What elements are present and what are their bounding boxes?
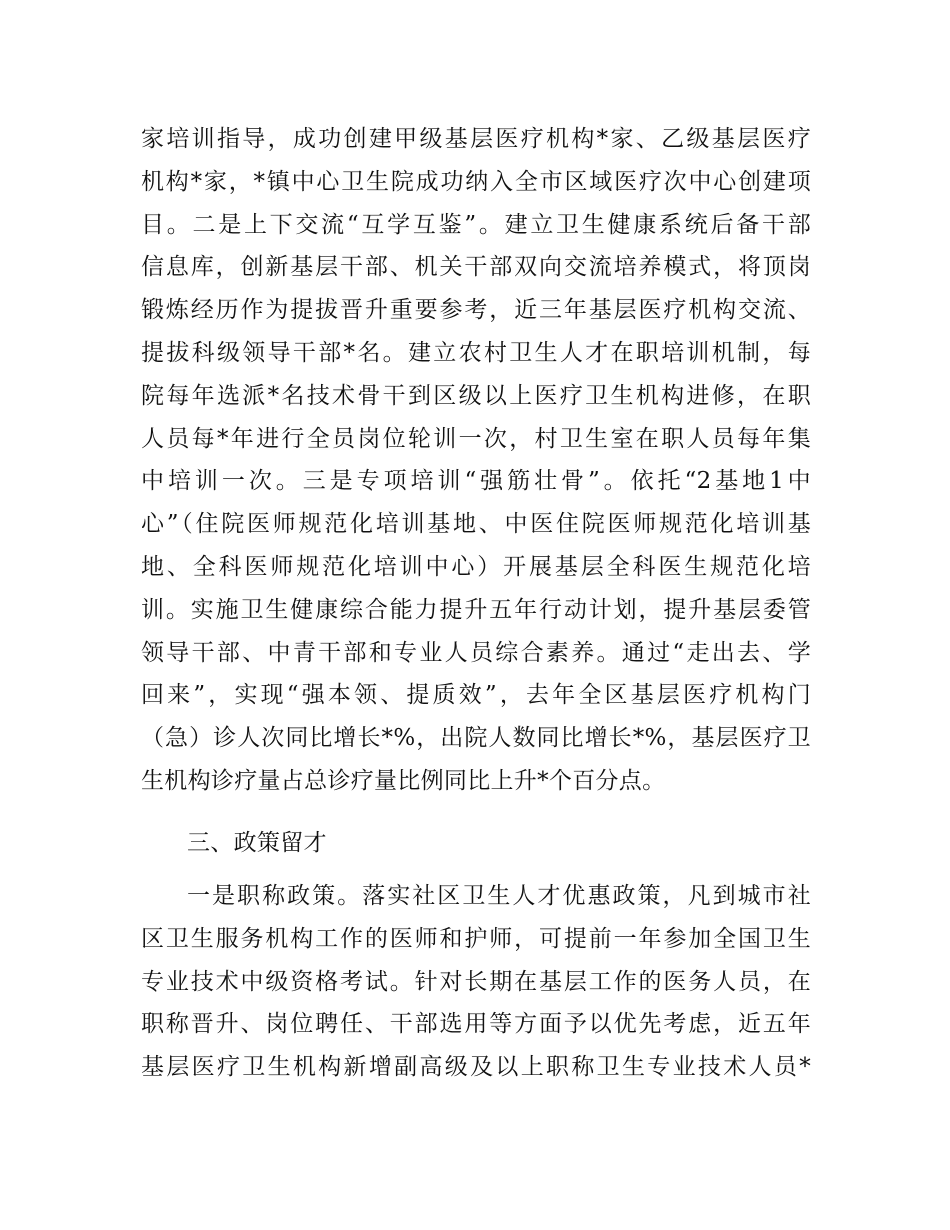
body-paragraph	[141, 875, 811, 1089]
text-line: 职称晋升、岗位聘任、干部选用等方面予以优先考虑，近五年	[141, 1011, 811, 1038]
text-line: 家培训指导，成功创建甲级基层医疗机构*家、乙级基层医疗	[141, 126, 811, 152]
text-line: 区卫生服务机构工作的医师和护师，可提前一年参加全国卫生	[141, 925, 811, 952]
text-line: 提拔科级领导干部*名。建立农村卫生人才在职培训机制，每	[141, 339, 811, 366]
text-line: 训。实施卫生健康综合能力提升五年行动计划，提升基层委管	[141, 596, 811, 623]
text-line: 领导干部、中青干部和专业人员综合素养。通过“走出去、学	[141, 639, 811, 666]
text-line: 心”（住院医师规范化培训基地、中医住院医师规范化培训基	[141, 511, 811, 538]
text-line: 专业技术中级资格考试。针对长期在基层工作的医务人员，在	[141, 968, 811, 995]
text-line: 生机构诊疗量占总诊疗量比例同比上升*个百分点。	[141, 767, 666, 794]
text-line: （急）诊人次同比增长*%，出院人数同比增长*%，基层医疗卫	[141, 725, 811, 752]
text-line: 地、全科医师规范化培训中心）开展基层全科医生规范化培	[141, 553, 811, 580]
section-heading-block	[141, 822, 811, 865]
text-line: 人员每*年进行全员岗位轮训一次，村卫生室在职人员每年集	[141, 425, 811, 452]
text-line: 目。二是上下交流“互学互鉴”。建立卫生健康系统后备干部	[141, 211, 811, 238]
text-line: 院每年选派*名技术骨干到区级以上医疗卫生机构进修，在职	[141, 382, 811, 409]
text-line: 基层医疗卫生机构新增副高级及以上职称卫生专业技术人员*	[141, 1054, 811, 1081]
section-heading: 三、政策留才	[187, 830, 327, 856]
body-paragraph	[141, 118, 811, 803]
text-line: 机构*家，*镇中心卫生院成功纳入全市区域医疗次中心创建项	[141, 168, 811, 195]
text-line: 中培训一次。三是专项培训“强筋壮骨”。依托“2基地1中	[141, 468, 811, 495]
text-line: 信息库，创新基层干部、机关干部双向交流培养模式，将顶岗	[141, 254, 811, 281]
text-line: 锻炼经历作为提拔晋升重要参考，近三年基层医疗机构交流、	[141, 297, 811, 324]
text-line: 回来”，实现“强本领、提质效”，去年全区基层医疗机构门	[141, 682, 811, 709]
text-line: 一是职称政策。落实社区卫生人才优惠政策，凡到城市社	[187, 883, 811, 909]
